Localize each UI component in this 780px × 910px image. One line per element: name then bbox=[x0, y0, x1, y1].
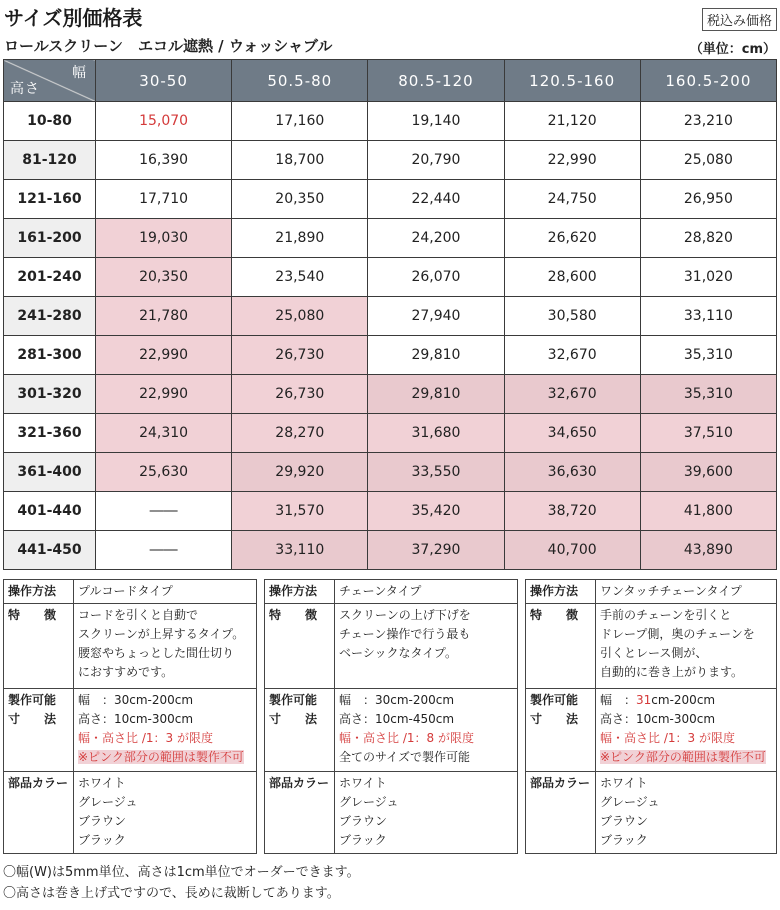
row-header: 321-360 bbox=[4, 414, 96, 453]
table-row bbox=[4, 180, 777, 219]
column-header: 160.5-200 bbox=[640, 60, 776, 102]
color-item: ブラック bbox=[78, 833, 126, 847]
table-row bbox=[4, 219, 777, 258]
table-row bbox=[4, 102, 777, 141]
table-row bbox=[4, 531, 777, 570]
footnotes bbox=[3, 862, 360, 904]
size-label bbox=[265, 689, 335, 772]
price-cell: 23,540 bbox=[232, 258, 368, 297]
size-label-line: 寸 法 bbox=[530, 712, 579, 726]
unit-label: （単位：cm） bbox=[689, 42, 776, 57]
feature-line: におすすめです。 bbox=[78, 665, 174, 679]
price-cell: 32,670 bbox=[504, 375, 640, 414]
price-cell: 29,810 bbox=[368, 336, 504, 375]
size-text bbox=[74, 689, 257, 772]
method-value: チェーンタイプ bbox=[335, 580, 518, 604]
price-cell: 25,080 bbox=[232, 297, 368, 336]
price-cell: 35,310 bbox=[640, 375, 776, 414]
price-cell: 20,350 bbox=[232, 180, 368, 219]
table-row bbox=[4, 336, 777, 375]
corner-cell bbox=[4, 60, 96, 102]
price-cell: 32,670 bbox=[504, 336, 640, 375]
feature-line: 自動的に巻き上がります。 bbox=[600, 665, 744, 679]
price-cell: 33,110 bbox=[232, 531, 368, 570]
price-cell: ―― bbox=[96, 531, 232, 570]
price-cell: 23,210 bbox=[640, 102, 776, 141]
price-cell: 21,780 bbox=[96, 297, 232, 336]
table-row bbox=[4, 375, 777, 414]
feature-text bbox=[74, 604, 257, 689]
color-list bbox=[596, 772, 777, 854]
feature-label: 特 徴 bbox=[526, 604, 596, 689]
footnote: 〇高さは巻き上げ式ですので、長めに裁断してあります。 bbox=[3, 886, 340, 901]
column-header: 50.5-80 bbox=[232, 60, 368, 102]
row-header: 241-280 bbox=[4, 297, 96, 336]
size-width bbox=[600, 691, 772, 710]
color-label: 部品カラー bbox=[526, 772, 596, 854]
width-axis-label: 幅 bbox=[72, 65, 87, 81]
price-cell: 26,730 bbox=[232, 375, 368, 414]
color-item: ブラック bbox=[339, 833, 387, 847]
price-cell: 27,940 bbox=[368, 297, 504, 336]
size-note: 全てのサイズで製作可能 bbox=[339, 750, 471, 764]
color-item: ホワイト bbox=[600, 776, 648, 790]
color-item: ホワイト bbox=[78, 776, 126, 790]
table-row bbox=[4, 297, 777, 336]
column-header: 120.5-160 bbox=[504, 60, 640, 102]
color-item: グレージュ bbox=[339, 795, 399, 809]
size-label bbox=[526, 689, 596, 772]
page-title: サイズ別価格表 bbox=[4, 6, 143, 30]
price-cell: 31,020 bbox=[640, 258, 776, 297]
price-cell: 34,650 bbox=[504, 414, 640, 453]
method-label: 操作方法 bbox=[4, 580, 74, 604]
method-value: プルコードタイプ bbox=[74, 580, 257, 604]
column-header: 30-50 bbox=[96, 60, 232, 102]
row-header: 10-80 bbox=[4, 102, 96, 141]
size-text bbox=[335, 689, 518, 772]
price-cell: 17,160 bbox=[232, 102, 368, 141]
price-cell: 37,510 bbox=[640, 414, 776, 453]
price-cell: 20,350 bbox=[96, 258, 232, 297]
color-list bbox=[335, 772, 518, 854]
price-cell: 28,270 bbox=[232, 414, 368, 453]
price-cell: 28,600 bbox=[504, 258, 640, 297]
color-list bbox=[74, 772, 257, 854]
size-width: 幅 ：30cm-200cm bbox=[339, 693, 455, 707]
price-cell: 21,890 bbox=[232, 219, 368, 258]
color-item: ホワイト bbox=[339, 776, 387, 790]
row-header: 161-200 bbox=[4, 219, 96, 258]
feature-line: ドレープ側，奥のチェーンを bbox=[600, 627, 755, 641]
size-height: 高さ：10cm-300cm bbox=[600, 712, 716, 726]
size-ratio: 幅・高さ比 /1：3 が限度 bbox=[600, 731, 735, 745]
method-label: 操作方法 bbox=[526, 580, 596, 604]
feature-line: スクリーンが上昇するタイプ。 bbox=[78, 627, 245, 641]
feature-line: 腰窓やちょっとした間仕切り bbox=[78, 646, 235, 660]
price-cell: 41,800 bbox=[640, 492, 776, 531]
price-cell: 24,310 bbox=[96, 414, 232, 453]
feature-line: コードを引くと自動で bbox=[78, 608, 199, 622]
price-cell: 26,950 bbox=[640, 180, 776, 219]
operation-panel-chain bbox=[264, 579, 518, 854]
height-axis-label: 高さ bbox=[10, 81, 40, 97]
table-row bbox=[4, 258, 777, 297]
size-width-prefix: 幅 ： bbox=[600, 693, 637, 707]
price-cell: 40,700 bbox=[504, 531, 640, 570]
feature-text bbox=[596, 604, 777, 689]
price-cell: 25,630 bbox=[96, 453, 232, 492]
color-item: ブラック bbox=[600, 833, 648, 847]
price-cell: 22,990 bbox=[504, 141, 640, 180]
size-label-line: 寸 法 bbox=[269, 712, 318, 726]
feature-line: 手前のチェーンを引くと bbox=[600, 608, 732, 622]
color-label: 部品カラー bbox=[265, 772, 335, 854]
price-cell: 30,580 bbox=[504, 297, 640, 336]
price-cell: 29,920 bbox=[232, 453, 368, 492]
size-label-line: 製作可能 bbox=[8, 693, 57, 707]
price-cell: 37,290 bbox=[368, 531, 504, 570]
row-header: 401-440 bbox=[4, 492, 96, 531]
size-height: 高さ：10cm-450cm bbox=[339, 712, 455, 726]
method-value: ワンタッチチェーンタイプ bbox=[596, 580, 777, 604]
price-cell: 26,620 bbox=[504, 219, 640, 258]
row-header: 441-450 bbox=[4, 531, 96, 570]
price-cell: 43,890 bbox=[640, 531, 776, 570]
operation-types bbox=[3, 579, 777, 853]
table-row bbox=[4, 141, 777, 180]
price-cell: 35,310 bbox=[640, 336, 776, 375]
price-cell: 16,390 bbox=[96, 141, 232, 180]
price-cell: 36,630 bbox=[504, 453, 640, 492]
footnote: 〇幅(W)は5mm単位、高さは1cm単位でオーダーできます。 bbox=[3, 865, 360, 880]
price-cell: ―― bbox=[96, 492, 232, 531]
price-cell: 28,820 bbox=[640, 219, 776, 258]
size-width: 幅 ：30cm-200cm bbox=[78, 693, 194, 707]
method-label: 操作方法 bbox=[265, 580, 335, 604]
price-cell: 31,680 bbox=[368, 414, 504, 453]
price-cell: 15,070 bbox=[96, 102, 232, 141]
size-ratio: 幅・高さ比 /1：3 が限度 bbox=[78, 731, 213, 745]
header-row bbox=[4, 60, 777, 102]
size-label-line: 寸 法 bbox=[8, 712, 57, 726]
price-cell: 39,600 bbox=[640, 453, 776, 492]
price-cell: 22,990 bbox=[96, 336, 232, 375]
size-note: ※ピンク部分の範囲は製作不可 bbox=[78, 750, 244, 764]
row-header: 121-160 bbox=[4, 180, 96, 219]
size-height: 高さ：10cm-300cm bbox=[78, 712, 194, 726]
size-width-suffix: cm-200cm bbox=[651, 693, 716, 707]
price-cell: 20,790 bbox=[368, 141, 504, 180]
color-item: ブラウン bbox=[78, 814, 127, 828]
table-row bbox=[4, 414, 777, 453]
size-label bbox=[4, 689, 74, 772]
price-cell: 22,440 bbox=[368, 180, 504, 219]
feature-text bbox=[335, 604, 518, 689]
price-cell: 38,720 bbox=[504, 492, 640, 531]
size-ratio: 幅・高さ比 /1：8 が限度 bbox=[339, 731, 474, 745]
price-cell: 33,550 bbox=[368, 453, 504, 492]
color-item: ブラウン bbox=[339, 814, 388, 828]
row-header: 201-240 bbox=[4, 258, 96, 297]
price-cell: 25,080 bbox=[640, 141, 776, 180]
operation-panel-pull-cord bbox=[3, 579, 257, 854]
product-subtitle: ロールスクリーン エコル遮熱 / ウォッシャブル bbox=[4, 37, 333, 55]
table-row bbox=[4, 492, 777, 531]
price-cell: 21,120 bbox=[504, 102, 640, 141]
feature-line: チェーン操作で行う最も bbox=[339, 627, 471, 641]
row-header: 361-400 bbox=[4, 453, 96, 492]
size-label-line: 製作可能 bbox=[530, 693, 579, 707]
color-item: グレージュ bbox=[78, 795, 138, 809]
price-cell: 29,810 bbox=[368, 375, 504, 414]
size-note: ※ピンク部分の範囲は製作不可 bbox=[600, 750, 766, 764]
feature-label: 特 徴 bbox=[265, 604, 335, 689]
price-cell: 31,570 bbox=[232, 492, 368, 531]
table-row bbox=[4, 453, 777, 492]
row-header: 81-120 bbox=[4, 141, 96, 180]
operation-panel-one-touch-chain bbox=[525, 579, 777, 854]
feature-line: スクリーンの上げ下げを bbox=[339, 608, 471, 622]
column-header: 80.5-120 bbox=[368, 60, 504, 102]
size-width-min: 31 bbox=[636, 693, 652, 707]
price-cell: 26,070 bbox=[368, 258, 504, 297]
color-item: グレージュ bbox=[600, 795, 660, 809]
price-table bbox=[3, 59, 777, 570]
feature-line: ベーシックなタイプ。 bbox=[339, 646, 457, 660]
price-cell: 24,750 bbox=[504, 180, 640, 219]
price-cell: 35,420 bbox=[368, 492, 504, 531]
size-label-line: 製作可能 bbox=[269, 693, 318, 707]
feature-line: 引くとレース側が、 bbox=[600, 646, 708, 660]
price-cell: 18,700 bbox=[232, 141, 368, 180]
feature-label: 特 徴 bbox=[4, 604, 74, 689]
color-item: ブラウン bbox=[600, 814, 649, 828]
price-cell: 22,990 bbox=[96, 375, 232, 414]
price-cell: 24,200 bbox=[368, 219, 504, 258]
color-label: 部品カラー bbox=[4, 772, 74, 854]
tax-included-badge: 税込み価格 bbox=[702, 8, 777, 31]
row-header: 301-320 bbox=[4, 375, 96, 414]
price-cell: 17,710 bbox=[96, 180, 232, 219]
price-cell: 33,110 bbox=[640, 297, 776, 336]
size-text bbox=[596, 689, 777, 772]
row-header: 281-300 bbox=[4, 336, 96, 375]
price-cell: 26,730 bbox=[232, 336, 368, 375]
price-cell: 19,030 bbox=[96, 219, 232, 258]
price-cell: 19,140 bbox=[368, 102, 504, 141]
